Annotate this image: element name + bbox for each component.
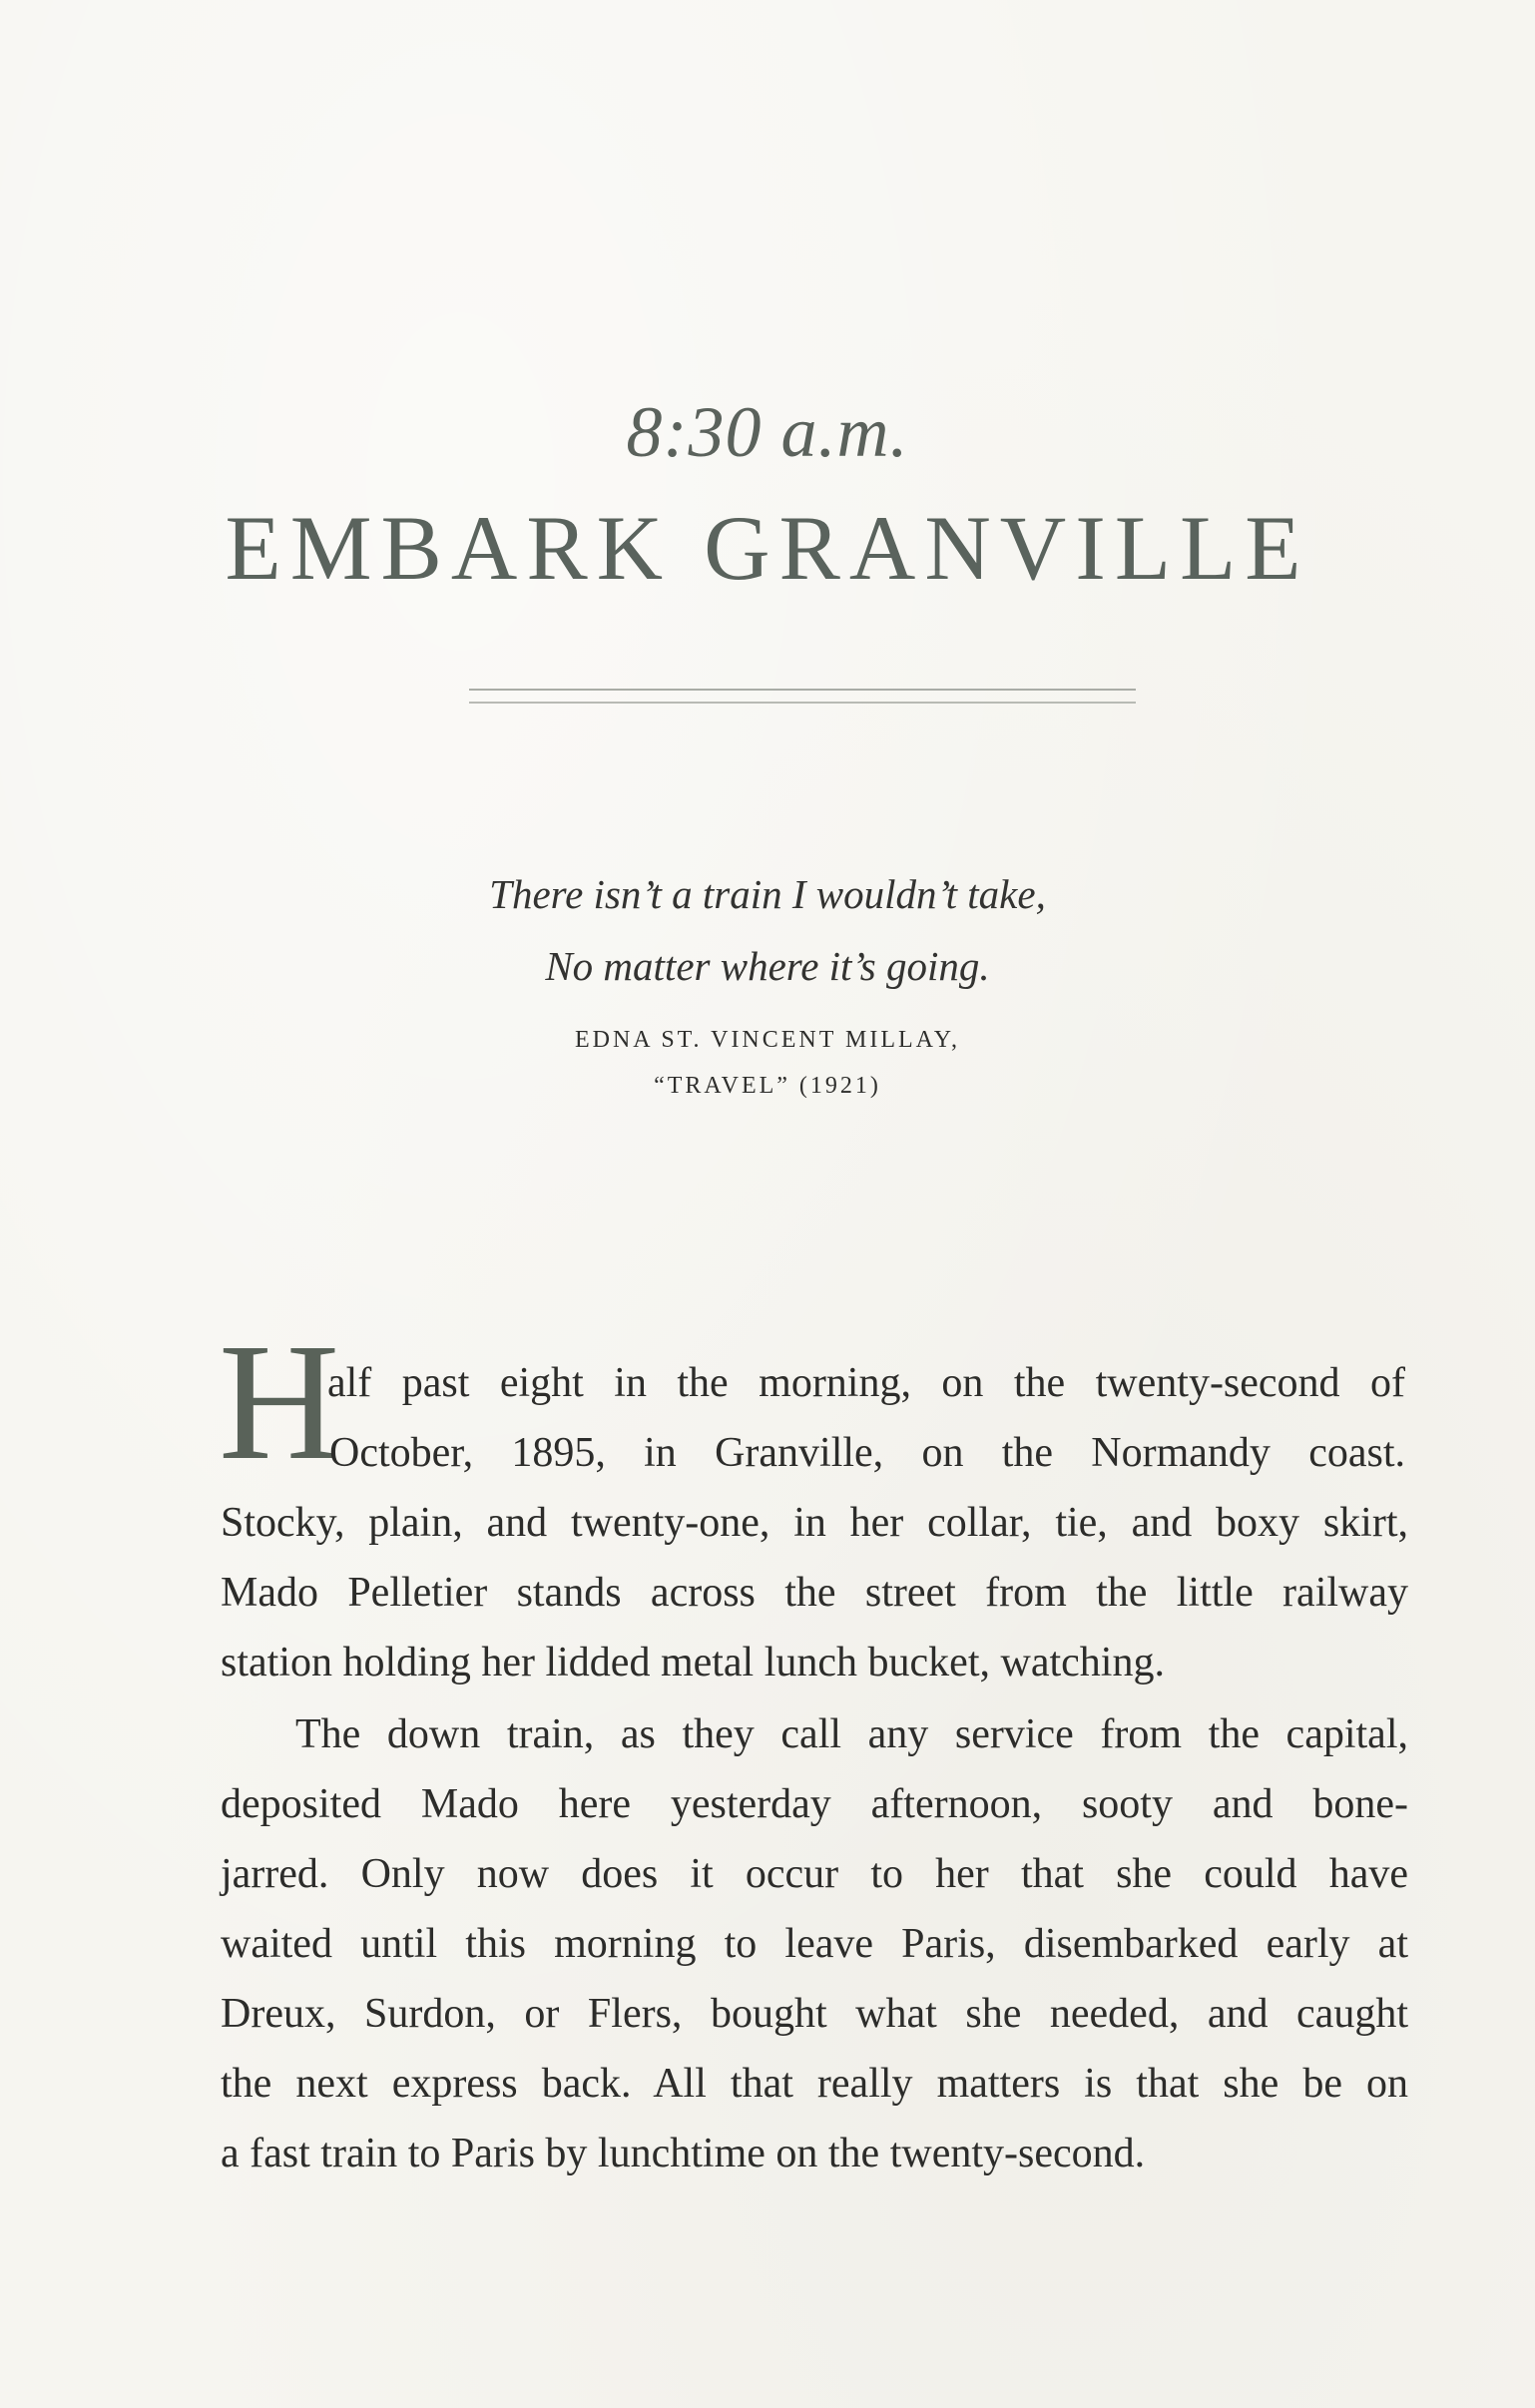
paragraph-2-line-3: jarred. Only now does it occur to her that she could have xyxy=(221,1851,1408,1897)
epigraph-line-1: There isn’t a train I wouldn’t take, xyxy=(489,871,1046,917)
paragraph-1-line-4: Mado Pelletier stands across the street from the little railway xyxy=(221,1570,1408,1616)
paragraph-2-line-5: Dreux, Surdon, or Flers, bought what she needed, and caught xyxy=(221,1991,1408,2037)
paragraph-2-line-4: waited until this morning to leave Paris, disembarked early at xyxy=(221,1921,1408,1967)
paragraph-1-line-1: alf past eight in the morning, on the twenty-second of xyxy=(327,1360,1405,1406)
epigraph-attribution-author: EDNA ST. VINCENT MILLAY, xyxy=(574,1027,961,1053)
epigraph-line-2: No matter where it’s going. xyxy=(545,943,990,989)
paragraph-1-line-5: station holding her lidded metal lunch bucket, watching. xyxy=(221,1640,1165,1686)
paragraph-2-line-6: the next express back. All that really matters is that she be on xyxy=(221,2061,1408,2107)
paragraph-1-line-2: October, 1895, in Granville, on the Normandy coast. xyxy=(329,1430,1405,1476)
drop-cap: H xyxy=(219,1309,340,1495)
paragraph-2-line-2: deposited Mado here yesterday afternoon, sooty and bone- xyxy=(221,1781,1408,1827)
paragraph-2-line-7: a fast train to Paris by lunchtime on the twenty-second. xyxy=(221,2131,1146,2176)
paragraph-1-line-3: Stocky, plain, and twenty-one, in her collar, tie, and boxy skirt, xyxy=(221,1500,1408,1546)
chapter-title: EMBARK GRANVILLE xyxy=(225,497,1310,599)
chapter-time: 8:30 a.m. xyxy=(626,392,909,472)
title-rule-lower xyxy=(469,702,1136,704)
epigraph-attribution-source: “TRAVEL” (1921) xyxy=(654,1073,881,1099)
title-rule-upper xyxy=(469,689,1136,691)
paragraph-2-line-1: The down train, as they call any service from the capital, xyxy=(295,1711,1408,1757)
